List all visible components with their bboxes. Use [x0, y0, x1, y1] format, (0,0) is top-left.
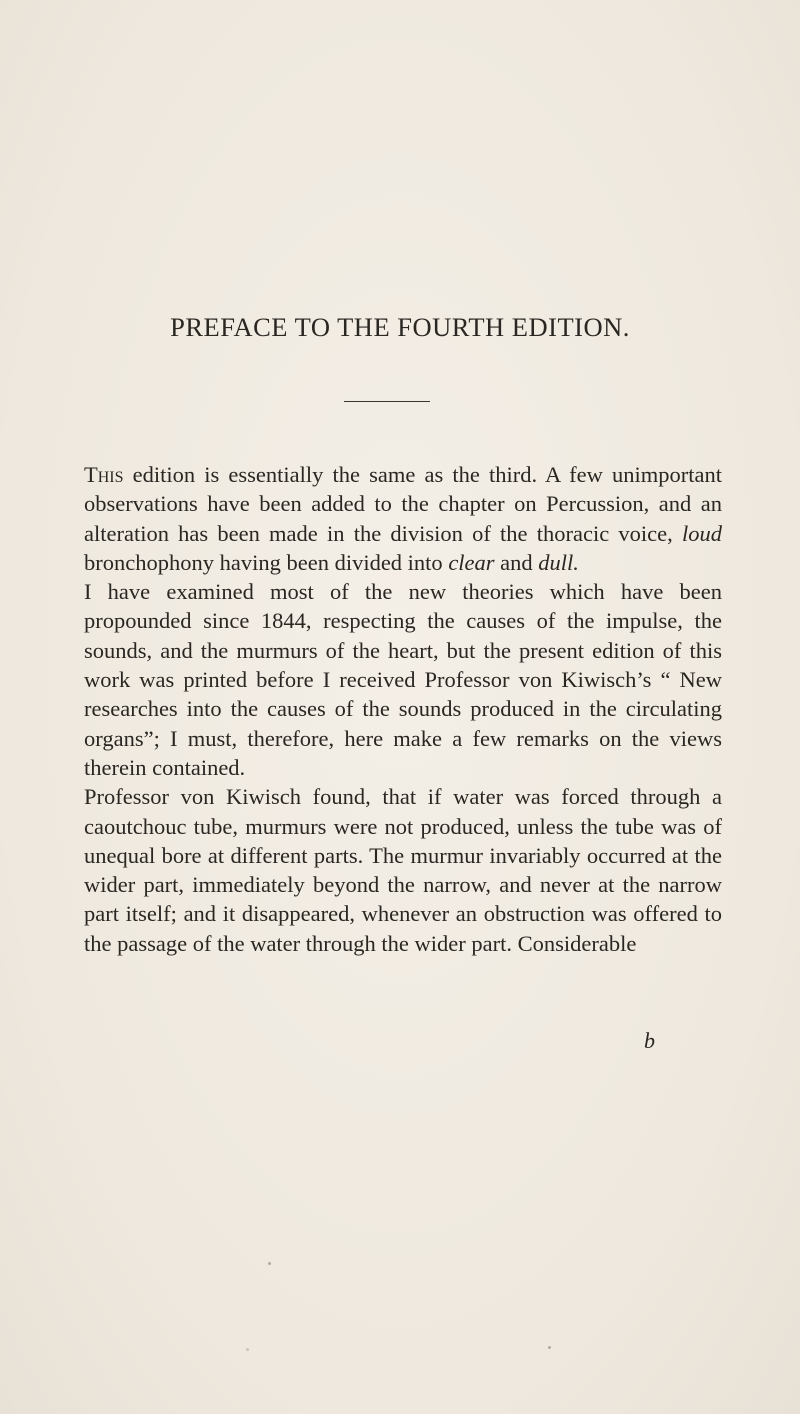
body-text: [84, 460, 722, 958]
title-divider: [344, 401, 430, 402]
italic-term-loud: loud: [681, 520, 722, 546]
text-segment: I have examined most of the new theories which have been propounded since 1844, respecting the causes of the impulse, the sounds, and the murmurs of the heart, but the present edition of this work was printed before I received Professor von Kiwisch’s “ New researches into the causes of the sounds produced in the circulating organs”; I must, therefore, here make a few remarks on the views therein contained.: [84, 579, 722, 780]
opening-word: This: [84, 462, 124, 487]
text-segment: and: [494, 549, 539, 575]
text-segment: Professor von Kiwisch found, that if water was forced through a caoutchouc tube, murmurs were not produced, unless the tube was of unequal bore at different parts. The murmur invariably occurred at the wider part, immediately beyond the narrow, and never at the narrow part itself; and it disappeared, whenever an obstruction was offered to the passage of the water through the wider part. Considerable: [84, 784, 722, 956]
paragraph-3: [84, 782, 722, 958]
page-title: PREFACE TO THE FOURTH EDITION.: [170, 312, 630, 342]
italic-term-dull: dull.: [538, 549, 579, 575]
paper-speck: [246, 1348, 249, 1351]
text-segment: edition is essentially the same as the third. A few unimportant observations have been added to the chapter on Percussion, and an alteration has been made in the division of the thoracic voice,: [84, 462, 722, 546]
italic-term-clear: clear: [448, 549, 495, 575]
paragraph-2: [84, 577, 722, 782]
paragraph-1: [84, 460, 722, 577]
text-segment: bronchophony having been divided into: [84, 549, 449, 575]
paper-speck: [548, 1346, 551, 1349]
paper-speck: [268, 1262, 271, 1265]
signature-mark: b: [644, 1028, 655, 1053]
